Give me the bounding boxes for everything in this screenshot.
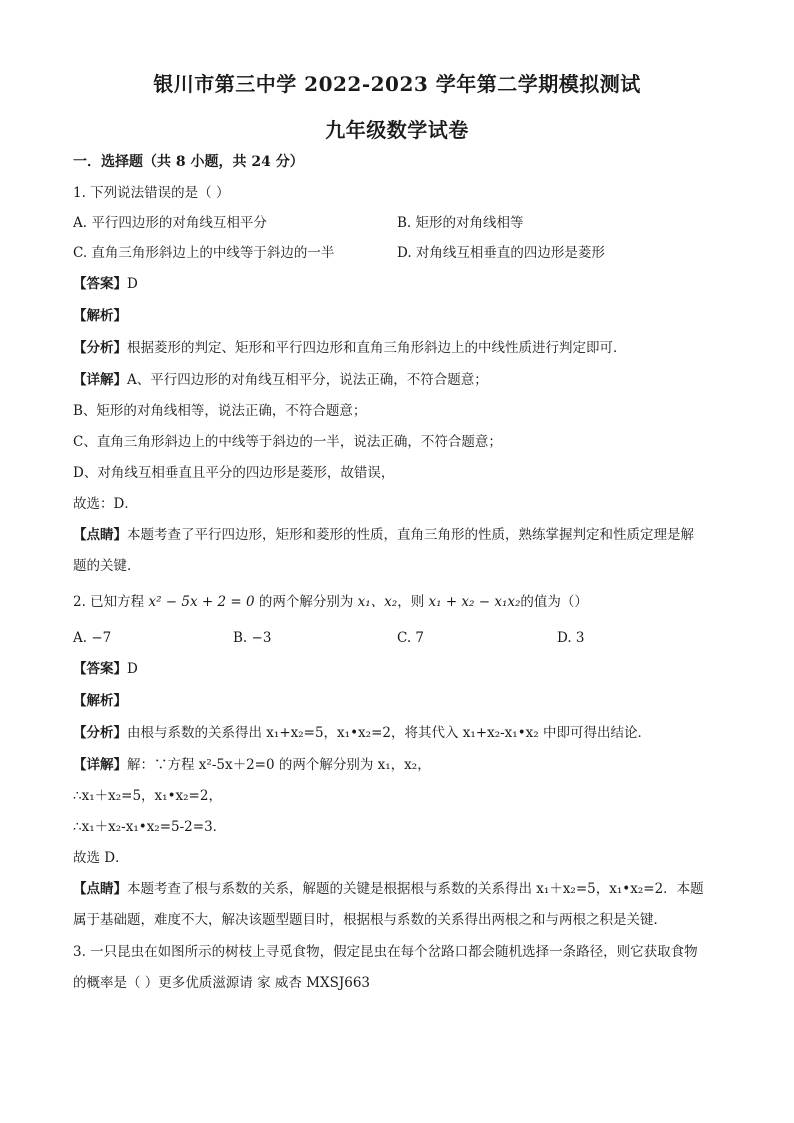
q1-detail-a: A、平行四边形的对角线互相平分，说法正确，不符合题意； bbox=[127, 372, 488, 388]
fenxi-tag: 【分析】 bbox=[73, 725, 127, 741]
q2-dianjing-line bbox=[73, 879, 744, 899]
q2-fenxi-line bbox=[73, 723, 744, 743]
answer-tag: 【答案】 bbox=[73, 276, 127, 292]
q2-expression: x₁ + x₂ − x₁x₂ bbox=[428, 594, 521, 610]
q1-dianjing-1: 本题考查了平行四边形，矩形和菱形的性质，直角三角形的性质，熟练掌握判定和性质定理是解 bbox=[127, 527, 694, 543]
q2-option-d: D. 3 bbox=[557, 630, 585, 646]
dianjing-tag: 【点睛】 bbox=[73, 881, 127, 897]
exam-title: 银川市第三中学 2022-2023 学年第二学期模拟测试 bbox=[153, 72, 641, 96]
q1-stem: 1. 下列说法错误的是（ ） bbox=[73, 185, 230, 201]
q1-fenxi-line bbox=[73, 338, 744, 358]
q2-stem-mid: 的两个解分别为 bbox=[258, 594, 354, 610]
q1-conclusion: 故选：D． bbox=[73, 496, 138, 512]
q2-stem bbox=[73, 592, 744, 612]
q3-stem-line-1: 3. 一只昆虫在如图所示的树枝上寻觅食物，假定昆虫在每个岔路口都会随机选择一条路径，则它获取食物 bbox=[73, 944, 698, 960]
q2-detail-3: ∴x₁＋x₂-x₁•x₂=5-2=3． bbox=[73, 819, 227, 835]
q1-dianjing-2: 题的关键． bbox=[73, 558, 141, 574]
q2-stem-prefix: 2. 已知方程 bbox=[73, 594, 145, 610]
q2-conclusion: 故选 D． bbox=[73, 850, 129, 866]
q1-detail-line-1 bbox=[73, 370, 744, 390]
q1-detail-d: D、对角线互相垂直且平分的四边形是菱形，故错误， bbox=[73, 465, 395, 481]
q2-answer-line bbox=[73, 659, 744, 679]
q1-option-c: C. 直角三角形斜边上的中线等于斜边的一半 bbox=[73, 245, 335, 261]
q2-dianjing-1: 本题考查了根与系数的关系，解题的关键是根据根与系数的关系得出 x₁＋x₂=5，x₁•x₂=2．本题 bbox=[127, 881, 704, 897]
q1-option-d: D. 对角线互相垂直的四边形是菱形 bbox=[397, 245, 605, 261]
q2-roots: x₁、x₂ bbox=[357, 594, 398, 610]
q2-option-b: B. −3 bbox=[233, 630, 272, 646]
xiangjie-tag: 【详解】 bbox=[73, 757, 127, 773]
q1-analysis-tag: 【解析】 bbox=[73, 308, 127, 324]
q2-option-c: C. 7 bbox=[397, 630, 425, 646]
q2-detail-1: 解：∵方程 x²-5x＋2=0 的两个解分别为 x₁，x₂， bbox=[127, 757, 431, 773]
q1-dianjing-line bbox=[73, 525, 744, 545]
q2-analysis-tag: 【解析】 bbox=[73, 693, 127, 709]
q2-option-a: A. −7 bbox=[73, 630, 112, 646]
q2-answer: D bbox=[127, 661, 138, 677]
q1-fenxi: 根据菱形的判定、矩形和平行四边形和直角三角形斜边上的中线性质进行判定即可． bbox=[127, 340, 627, 356]
q2-fenxi: 由根与系数的关系得出 x₁+x₂=5，x₁•x₂=2，将其代入 x₁+x₂-x₁•x₂ 中即可得出结论． bbox=[127, 725, 651, 741]
q1-answer-line bbox=[73, 274, 744, 294]
q2-detail-2: ∴x₁＋x₂=5，x₁•x₂=2， bbox=[73, 788, 222, 804]
q1-answer: D bbox=[127, 276, 138, 292]
q1-detail-b: B、矩形的对角线相等，说法正确，不符合题意； bbox=[73, 403, 367, 419]
q2-equation: x² − 5x + 2 = 0 bbox=[148, 594, 255, 610]
answer-tag: 【答案】 bbox=[73, 661, 127, 677]
q2-dianjing-2: 属于基础题，难度不大，解决该题型题目时，根据根与系数的关系得出两根之和与两根之积是关键． bbox=[73, 912, 667, 928]
dianjing-tag: 【点睛】 bbox=[73, 527, 127, 543]
xiangjie-tag: 【详解】 bbox=[73, 372, 127, 388]
q1-option-b: B. 矩形的对角线相等 bbox=[397, 215, 524, 231]
q2-stem-suffix: 的值为（） bbox=[520, 594, 588, 610]
section-heading: 一．选择题（共 8 小题，共 24 分） bbox=[73, 154, 304, 170]
exam-subtitle: 九年级数学试卷 bbox=[325, 118, 469, 142]
q2-detail-line-1 bbox=[73, 755, 744, 775]
q3-stem-line-2: 的概率是（ ）更多优质滋源请 家 威杏 MXSJ663 bbox=[73, 975, 371, 991]
q2-stem-then: ，则 bbox=[397, 594, 425, 610]
fenxi-tag: 【分析】 bbox=[73, 340, 127, 356]
q1-detail-c: C、直角三角形斜边上的中线等于斜边的一半，说法正确，不符合题意； bbox=[73, 434, 502, 450]
q1-option-a: A. 平行四边形的对角线互相平分 bbox=[73, 215, 267, 231]
